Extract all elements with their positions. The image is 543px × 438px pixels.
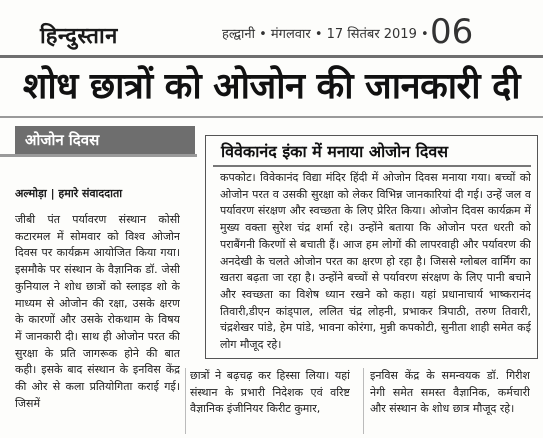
column-divider [185, 368, 186, 434]
topic-underline [0, 154, 197, 157]
top-divider [0, 55, 543, 58]
box-heading-divider [213, 165, 531, 167]
column-divider [363, 368, 364, 434]
dateline: हल्द्वानी • मंगलवार • 17 सितंबर 2019 • [222, 27, 429, 42]
headline: शोध छात्रों को ओजोन की जानकारी दी [22, 66, 521, 107]
byline: अल्मोड़ा | हमारे संवाददाता [15, 187, 123, 200]
page-number: 06 [430, 12, 474, 52]
headline-divider [0, 116, 543, 118]
newspaper-masthead: हिन्दुस्तान [40, 23, 118, 49]
box-story-text: कपकोट। विवेकानंद विद्या मंदिर हिंदी में ओजोन दिवस मनाया गया। बच्चों को ओजोन परत व उसकी सुरक्षा को लेकर विभिन्न जानकारियां दी गई। उन्हें जल व पर्यावरण संरक्षण और स्वच्छता के लिए प्रेरित किया। ओजोन दिवस कार्यक्रम में मुख्य वक्ता सुरेश चंद्र शर्मा रहे। उन्होंने बताया कि ओजोन परत धरती को पराबैंगनी किरणों से बचाती हैं। आज हम लोगों की लापरवाही और पर्यावरण की अनदेखी के चलते ओजोन परत का क्षरण हो रहा है। जिससे ग्लोबल वार्मिंग का खतरा बढ़ता जा रहा है। उन्होंने बच्चों से पर्यावरण संरक्षण के लिए पानी बचाने और स्वच्छता का विशेष ध्यान रखने को कहा। यहां प्रधानाचार्य भाष्करानंद तिवारी,डीएन कांड्पाल, ललित चंद्र लोहनी, प्रभाकर त्रिपाठी, तरुण तिवारी, चंद्रशेखर पांडे, हेम पांडे, भावना कोरंगा, मुन्नी कपकोटी, सुनीता शाही समेत कई लोग मौजूद रहे। [220, 171, 531, 352]
main-story-text: जीबी पंत पर्यावरण संस्थान कोसी कटारमल में सोमवार को विश्व ओजोन दिवस पर कार्यक्रम आयोजित किया गया।इसमौके पर संस्थान के वैज्ञानिक डॉ. जेसी कुनियाल ने शोध छात्रों को स्लाइड शो के माध्यम से ओजोन की रक्षा, उसके क्षरण के कारणों और उसके रोकथाम के विषय में जानकारी दी। साथ ही ओजोन परत की सुरक्षा के प्रति जागरूक होने की बात कही। इसके बाद संस्थान के इनविस केंद्र की ओर से कला प्रतियोगिता कराई गई। जिसमें [15, 213, 180, 410]
continuation-text-2: इनविस केंद्र के समन्वयक डॉ. गिरीश नेगी समेत समस्त वैज्ञानिक, कर्मचारी और संस्थान के शोध छात्र मौजूद रहे। [370, 369, 530, 416]
box-story-heading: विवेकानंद इंका में मनाया ओजोन दिवस [221, 142, 449, 161]
continuation-text-1: छात्रों ने बढ़चढ़ कर हिस्सा लिया। यहां संस्थान के प्रभारी निदेशक एवं वरिष्ट वैज्ञानिक इंजीनियर किरीट कुमार, [190, 369, 350, 416]
topic-label: ओजोन दिवस [15, 126, 195, 154]
